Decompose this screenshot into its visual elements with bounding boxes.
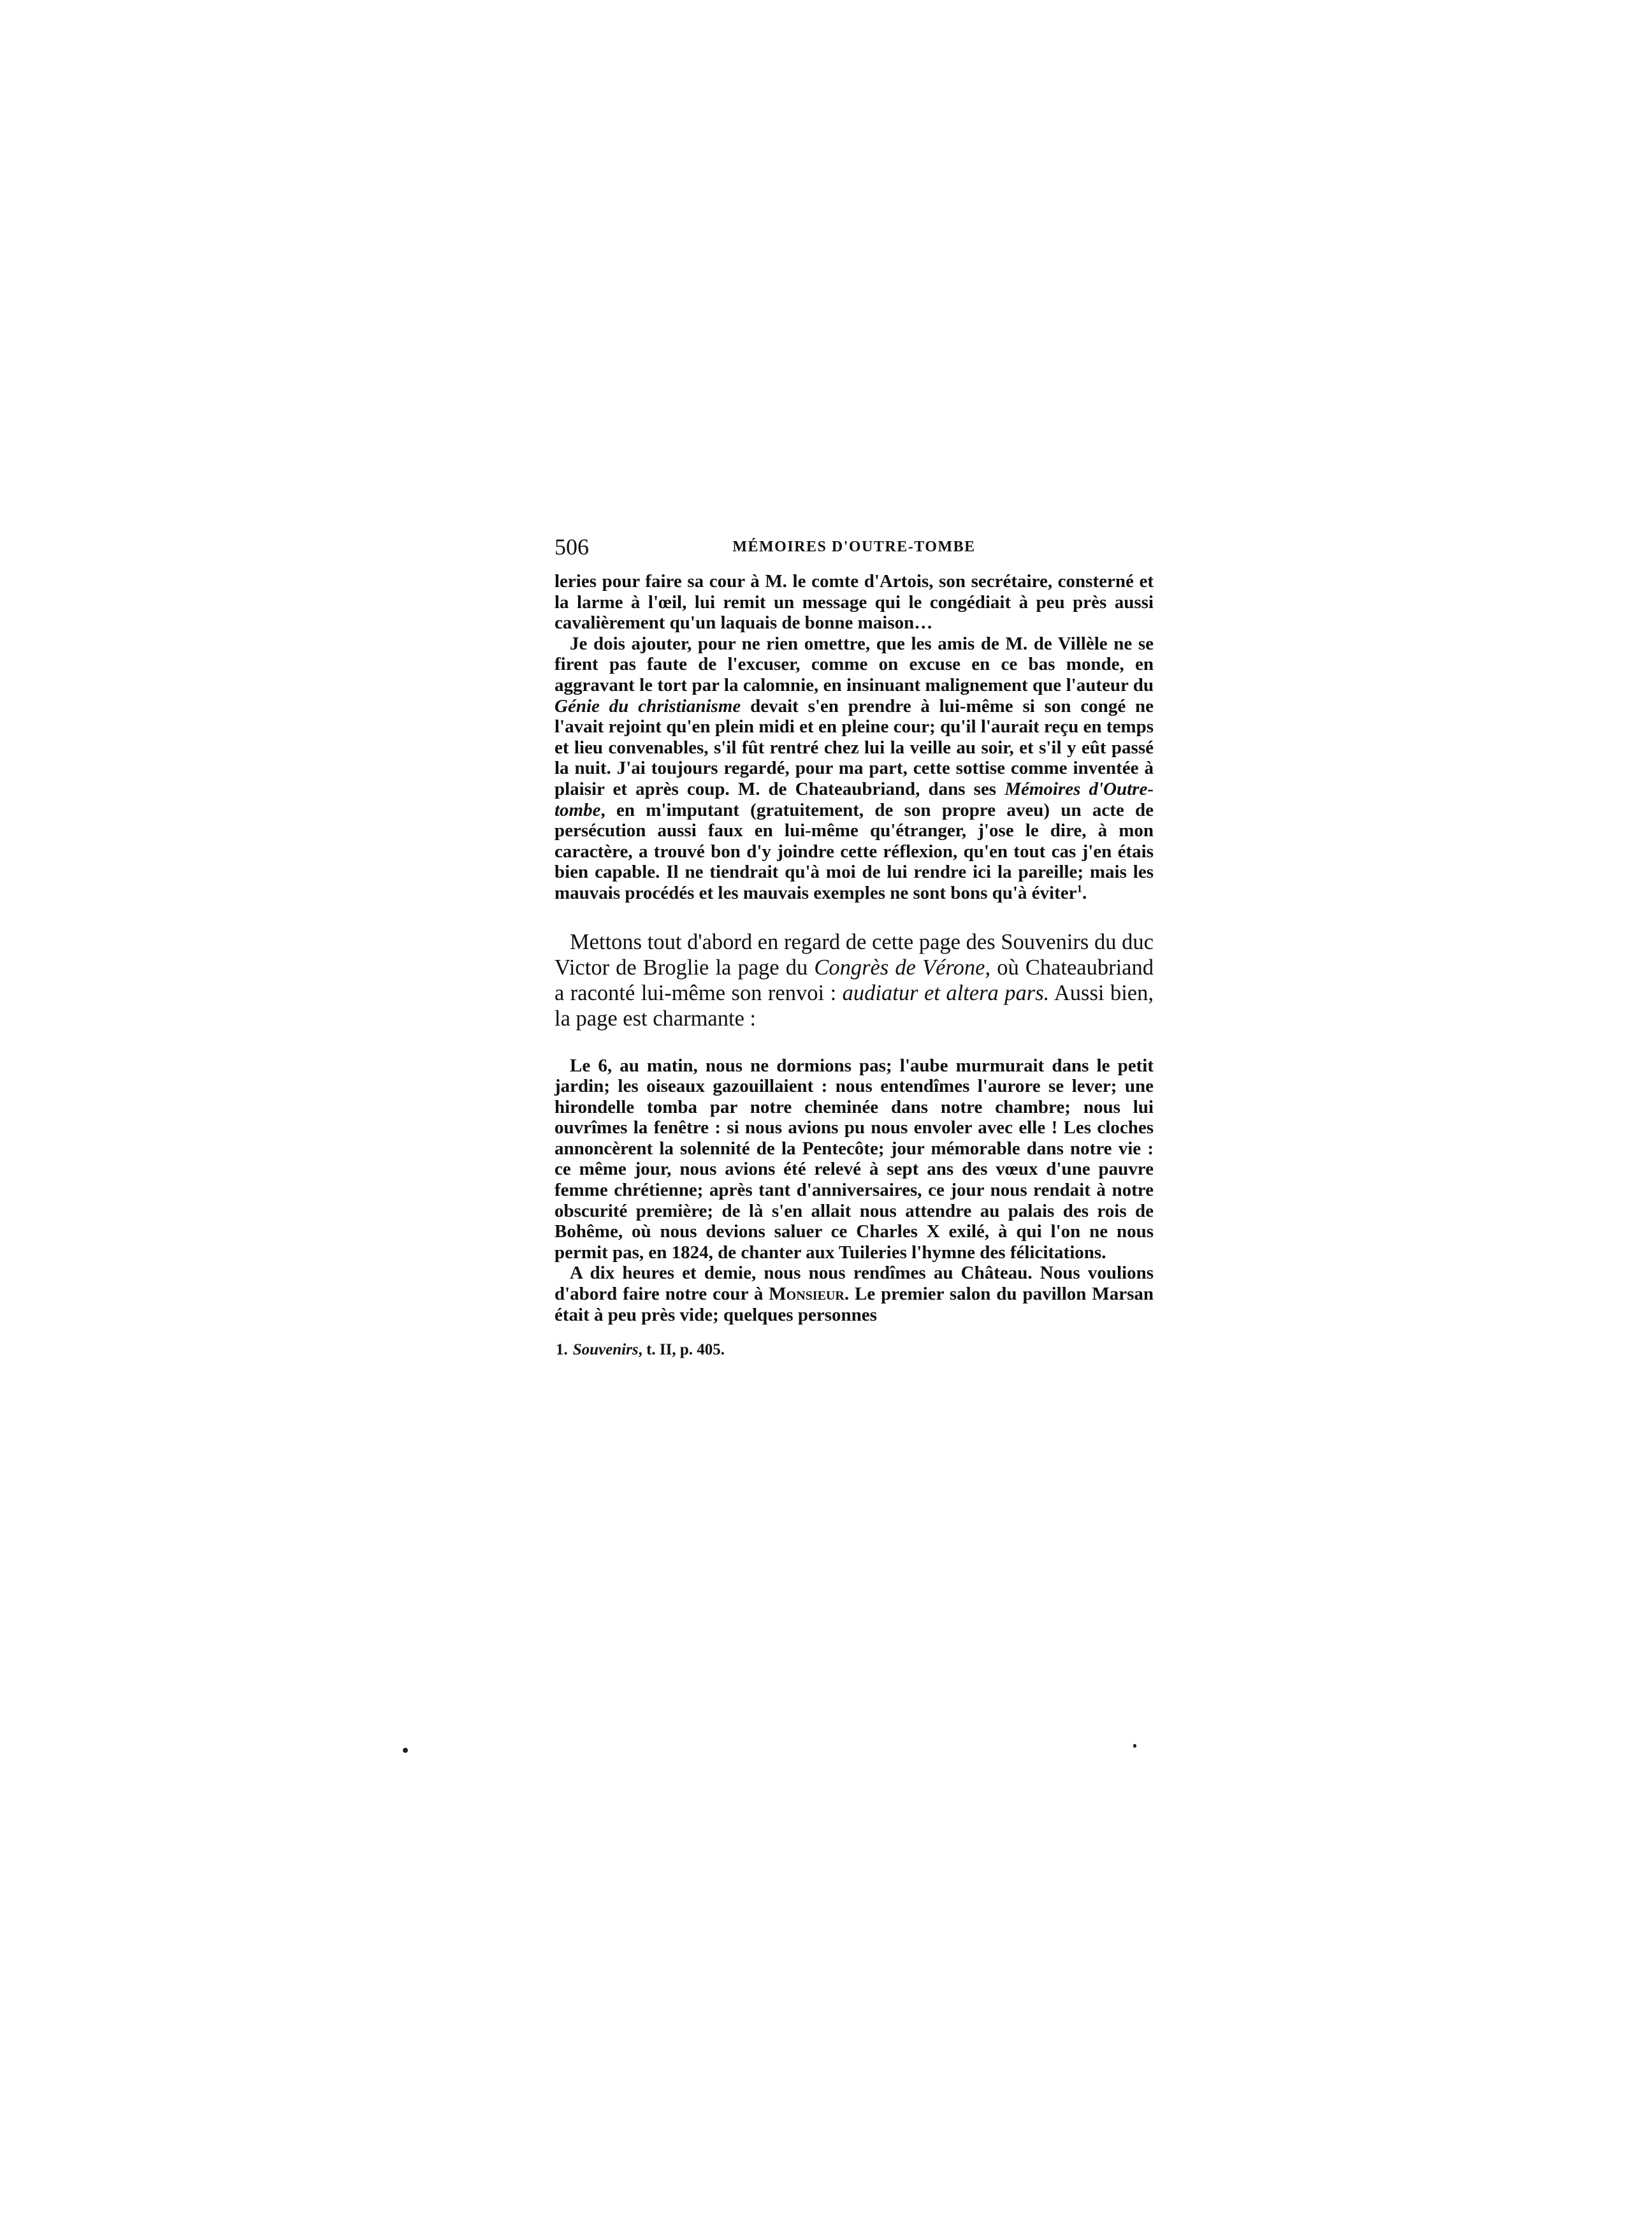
book-title: Mémoires d'Outre-tombe — [554, 778, 1154, 820]
running-title: MÉMOIRES D'OUTRE-TOMBE — [732, 539, 976, 555]
footnote — [556, 1340, 1154, 1360]
text-run: , où Chateaubriand a raconté lui-même son renvoi : — [554, 955, 1154, 1005]
text-run: A dix heures et demie, nous nous rendîmes au Château. Nous voulions d'abord faire notre cour à — [554, 1263, 1154, 1305]
paragraph: leries pour faire sa cour à M. le comte d'Artois, son secrétaire, consterné et la larme à l'œil, lui remit un message qui le congédiait à peu près aussi cavalièrement qu'un laquais de bonne maison… — [554, 571, 1154, 634]
quoted-passage-congres — [554, 1056, 1154, 1326]
book-title: Génie du christianisme — [554, 695, 741, 716]
text-run: Mettons tout d'abord en regard de cette page des Souvenirs du duc Victor de Broglie la page du — [554, 929, 1154, 980]
page-number: 506 — [554, 534, 589, 560]
text-run: Aussi bien, la page est charmante : — [554, 980, 1154, 1031]
footnote-reference: 1 — [1076, 882, 1083, 895]
paragraph — [554, 929, 1154, 1031]
text-run: . Le premier salon du pavillon Marsan était à peu près vide; quelques personnes — [554, 1284, 1154, 1325]
text-run: , en m'imputant (gratuitement, de son propre aveu) un acte de persécution aussi faux en lui-même qu'étranger, j'ose le dire, à mon caractère, a trouvé bon d'y joindre cette réflexion, qu'en tout cas j'en étais bien capable. Il ne tiendrait qu'à moi de lui rendre ici la pareille; mais les mauvais procédés et les mauvais exemples ne sont bons qu'à éviter — [554, 799, 1154, 903]
book-page — [554, 534, 1154, 1360]
text-run: . — [1082, 882, 1087, 903]
running-head — [554, 534, 1154, 560]
small-caps-word: Monsieur — [769, 1284, 844, 1305]
latin-phrase: audiatur et altera pars. — [842, 980, 1050, 1005]
scan-speck — [403, 1748, 408, 1753]
text-run: Je dois ajouter, pour ne rien omettre, que les amis de M. de Villèle ne se firent pas faute de l'excuser, comme on excuse en ce bas monde, en aggravant le tort par la calomnie, en insinuant malignement que l'auteur du — [554, 633, 1154, 695]
footnote-book-title: Souvenirs — [572, 1341, 639, 1359]
quoted-passage-souvenirs — [554, 571, 1154, 904]
commentary-paragraph — [554, 929, 1154, 1031]
paragraph — [554, 1263, 1154, 1325]
text-run: devait s'en prendre à lui-même si son congé ne l'avait rejoint qu'en plein midi et en pleine cour; qu'il l'aurait reçu en temps et lieu convenables, s'il fût rentré chez lui la veille au soir, et s'il y eût passé la nuit. J'ai toujours regardé, pour ma part, cette sottise comme inventée à plaisir et après coup. M. de Chateaubriand, dans ses — [554, 695, 1154, 799]
footnote-number: 1. — [556, 1341, 568, 1359]
paragraph: Le 6, au matin, nous ne dormions pas; l'aube murmurait dans le petit jardin; les oiseaux gazouillaient : nous entendîmes l'aurore se lever; une hirondelle tomba par notre cheminée dans notre chambre; nous lui ouvrîmes la fenêtre : si nous avions pu nous envoler avec elle ! Les cloches annoncèrent la solennité de la Pentecôte; jour mémorable dans notre vie : ce même jour, nous avions été relevé à sept ans des vœux d'une pauvre femme chrétienne; après tant d'anniversaires, ce jour nous rendait à notre obscurité première; de là s'en allait nous attendre au palais des rois de Bohême, où nous devions saluer ce Charles X exilé, à qui l'on ne nous permit pas, en 1824, de chanter aux Tuileries l'hymne des félicitations. — [554, 1055, 1154, 1263]
scan-speck — [1133, 1744, 1136, 1748]
paragraph — [554, 634, 1154, 904]
footnote-reference-text: , t. II, p. 405. — [638, 1341, 725, 1359]
book-title: Congrès de Vérone — [814, 955, 985, 980]
